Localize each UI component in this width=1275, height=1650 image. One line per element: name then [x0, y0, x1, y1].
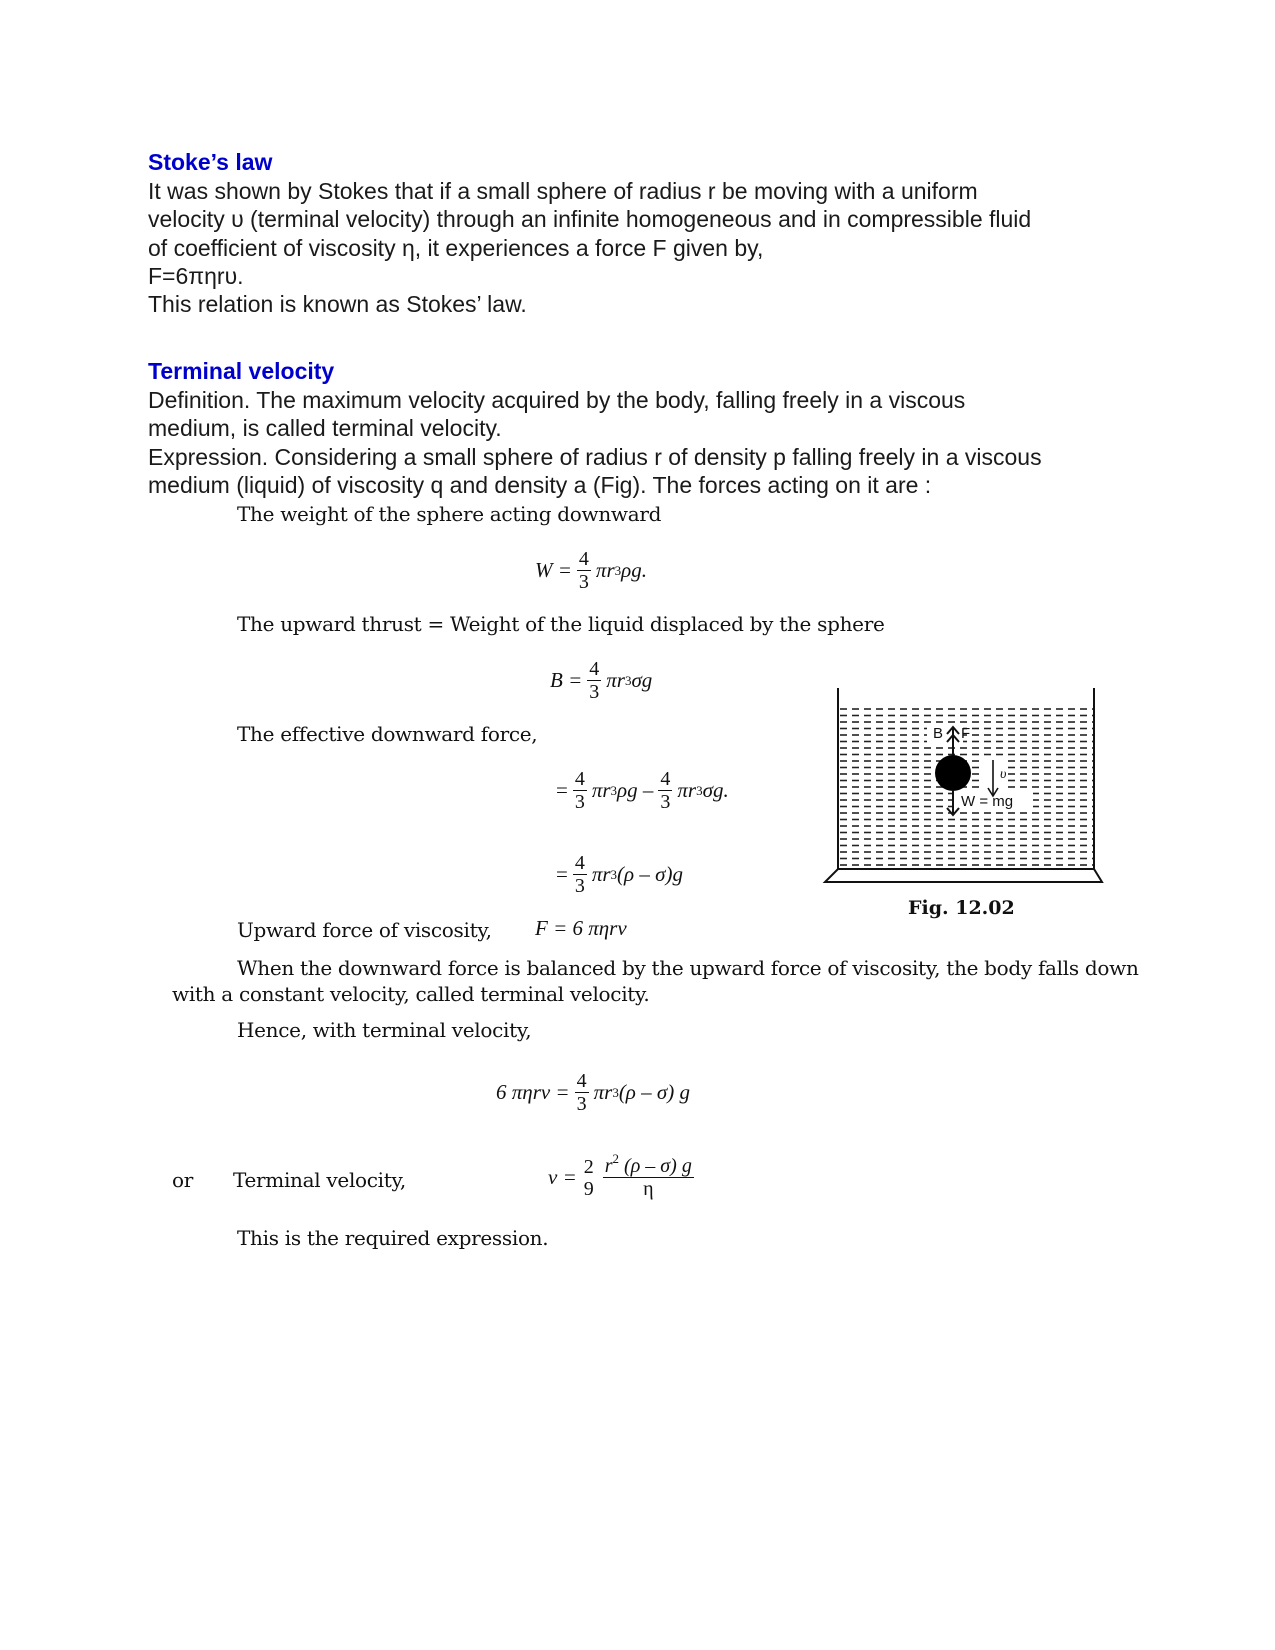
equation-terminal-velocity: v = 2 9 $\frac{r^2 (\rho - \sigma) g}{\eta}$ [548, 1151, 692, 1200]
terminal-paragraph [148, 386, 1042, 499]
text-line: velocity υ (terminal velocity) through an infinite homogeneous and in compressible fluid [148, 206, 1032, 233]
thrust-label: The upward thrust = Weight of the liquid displaced by the sphere [237, 612, 885, 636]
text-line: medium, is called terminal velocity. [148, 415, 502, 442]
balance-text-line-1: When the downward force is balanced by the upward force of viscosity, the body falls down [237, 956, 1139, 980]
equation-weight: W = $\frac{4}{3}$ πr 3 ρg. [535, 548, 647, 593]
conclusion-text: This is the required expression. [237, 1226, 549, 1250]
fraction: $\frac{4}{3}$ [576, 1070, 587, 1115]
fraction: $\frac{4}{3}$ [578, 548, 589, 593]
eq-lhs: W = [535, 558, 572, 582]
equation-effective-2: = $\frac{4}{3}$ πr 3 (ρ – σ)g [556, 852, 683, 897]
viscosity-force-label: Upward force of viscosity, [237, 918, 492, 942]
balance-text-line-2: with a constant velocity, called terminal velocity. [172, 982, 650, 1006]
text-line: of coefficient of viscosity η, it experiences a force F given by, [148, 234, 764, 261]
equation-thrust: B = $\frac{4}{3}$ πr 3 σg [550, 658, 653, 703]
text-line: Expression. Considering a small sphere of radius r of density p falling freely in a viscous [148, 443, 1042, 470]
equation-balance: 6 πηrv = $\frac{4}{3}$ πr 3 (ρ – σ) g [496, 1070, 690, 1115]
effective-force-label: The effective downward force, [237, 722, 538, 746]
text-line: medium (liquid) of viscosity q and density a (Fig). The forces acting on it are : [148, 471, 932, 498]
weight-label: The weight of the sphere acting downward [237, 502, 662, 526]
figure-sphere-in-liquid [815, 680, 1110, 895]
fraction: $\frac{4}{3}$ [574, 768, 585, 813]
section-heading-stokes-law: Stoke’s law [148, 149, 273, 175]
label-viscous-force: F [961, 725, 971, 742]
fraction: 2 9 [583, 1155, 594, 1200]
label-velocity: υ [1000, 767, 1007, 782]
fraction: $\frac{4}{3}$ [589, 658, 600, 703]
or-label: or [172, 1168, 194, 1192]
hence-label: Hence, with terminal velocity, [237, 1018, 532, 1042]
label-weight: W = mg [961, 793, 1014, 810]
text-line: This relation is known as Stokes’ law. [148, 291, 527, 318]
figure-caption: Fig. 12.02 [908, 897, 1015, 919]
fraction: $\frac{r^2 (\rho - \sigma) g}{\eta}$ [604, 1151, 692, 1200]
stokes-formula: F=6πηrυ. [148, 262, 244, 289]
section-heading-terminal-velocity: Terminal velocity [148, 358, 335, 384]
text-line: Definition. The maximum velocity acquired by the body, falling freely in a viscous [148, 387, 966, 413]
sphere [935, 755, 971, 791]
terminal-velocity-label: Terminal velocity, [233, 1168, 406, 1192]
label-buoyancy: B [933, 725, 944, 742]
beaker-diagram [815, 680, 1110, 895]
equation-effective-1: = $\frac{4}{3}$ πr 3 ρg – $\frac{4}{3}$ πr 3 σg. [556, 768, 729, 813]
stokes-paragraph [148, 177, 1031, 318]
viscosity-force-equation: F = 6 πηrv [535, 916, 627, 940]
text-line: It was shown by Stokes that if a small sphere of radius r be moving with a uniform [148, 178, 978, 204]
fraction: $\frac{4}{3}$ [574, 852, 585, 897]
beaker-base [825, 869, 1102, 882]
fraction: $\frac{4}{3}$ [660, 768, 671, 813]
